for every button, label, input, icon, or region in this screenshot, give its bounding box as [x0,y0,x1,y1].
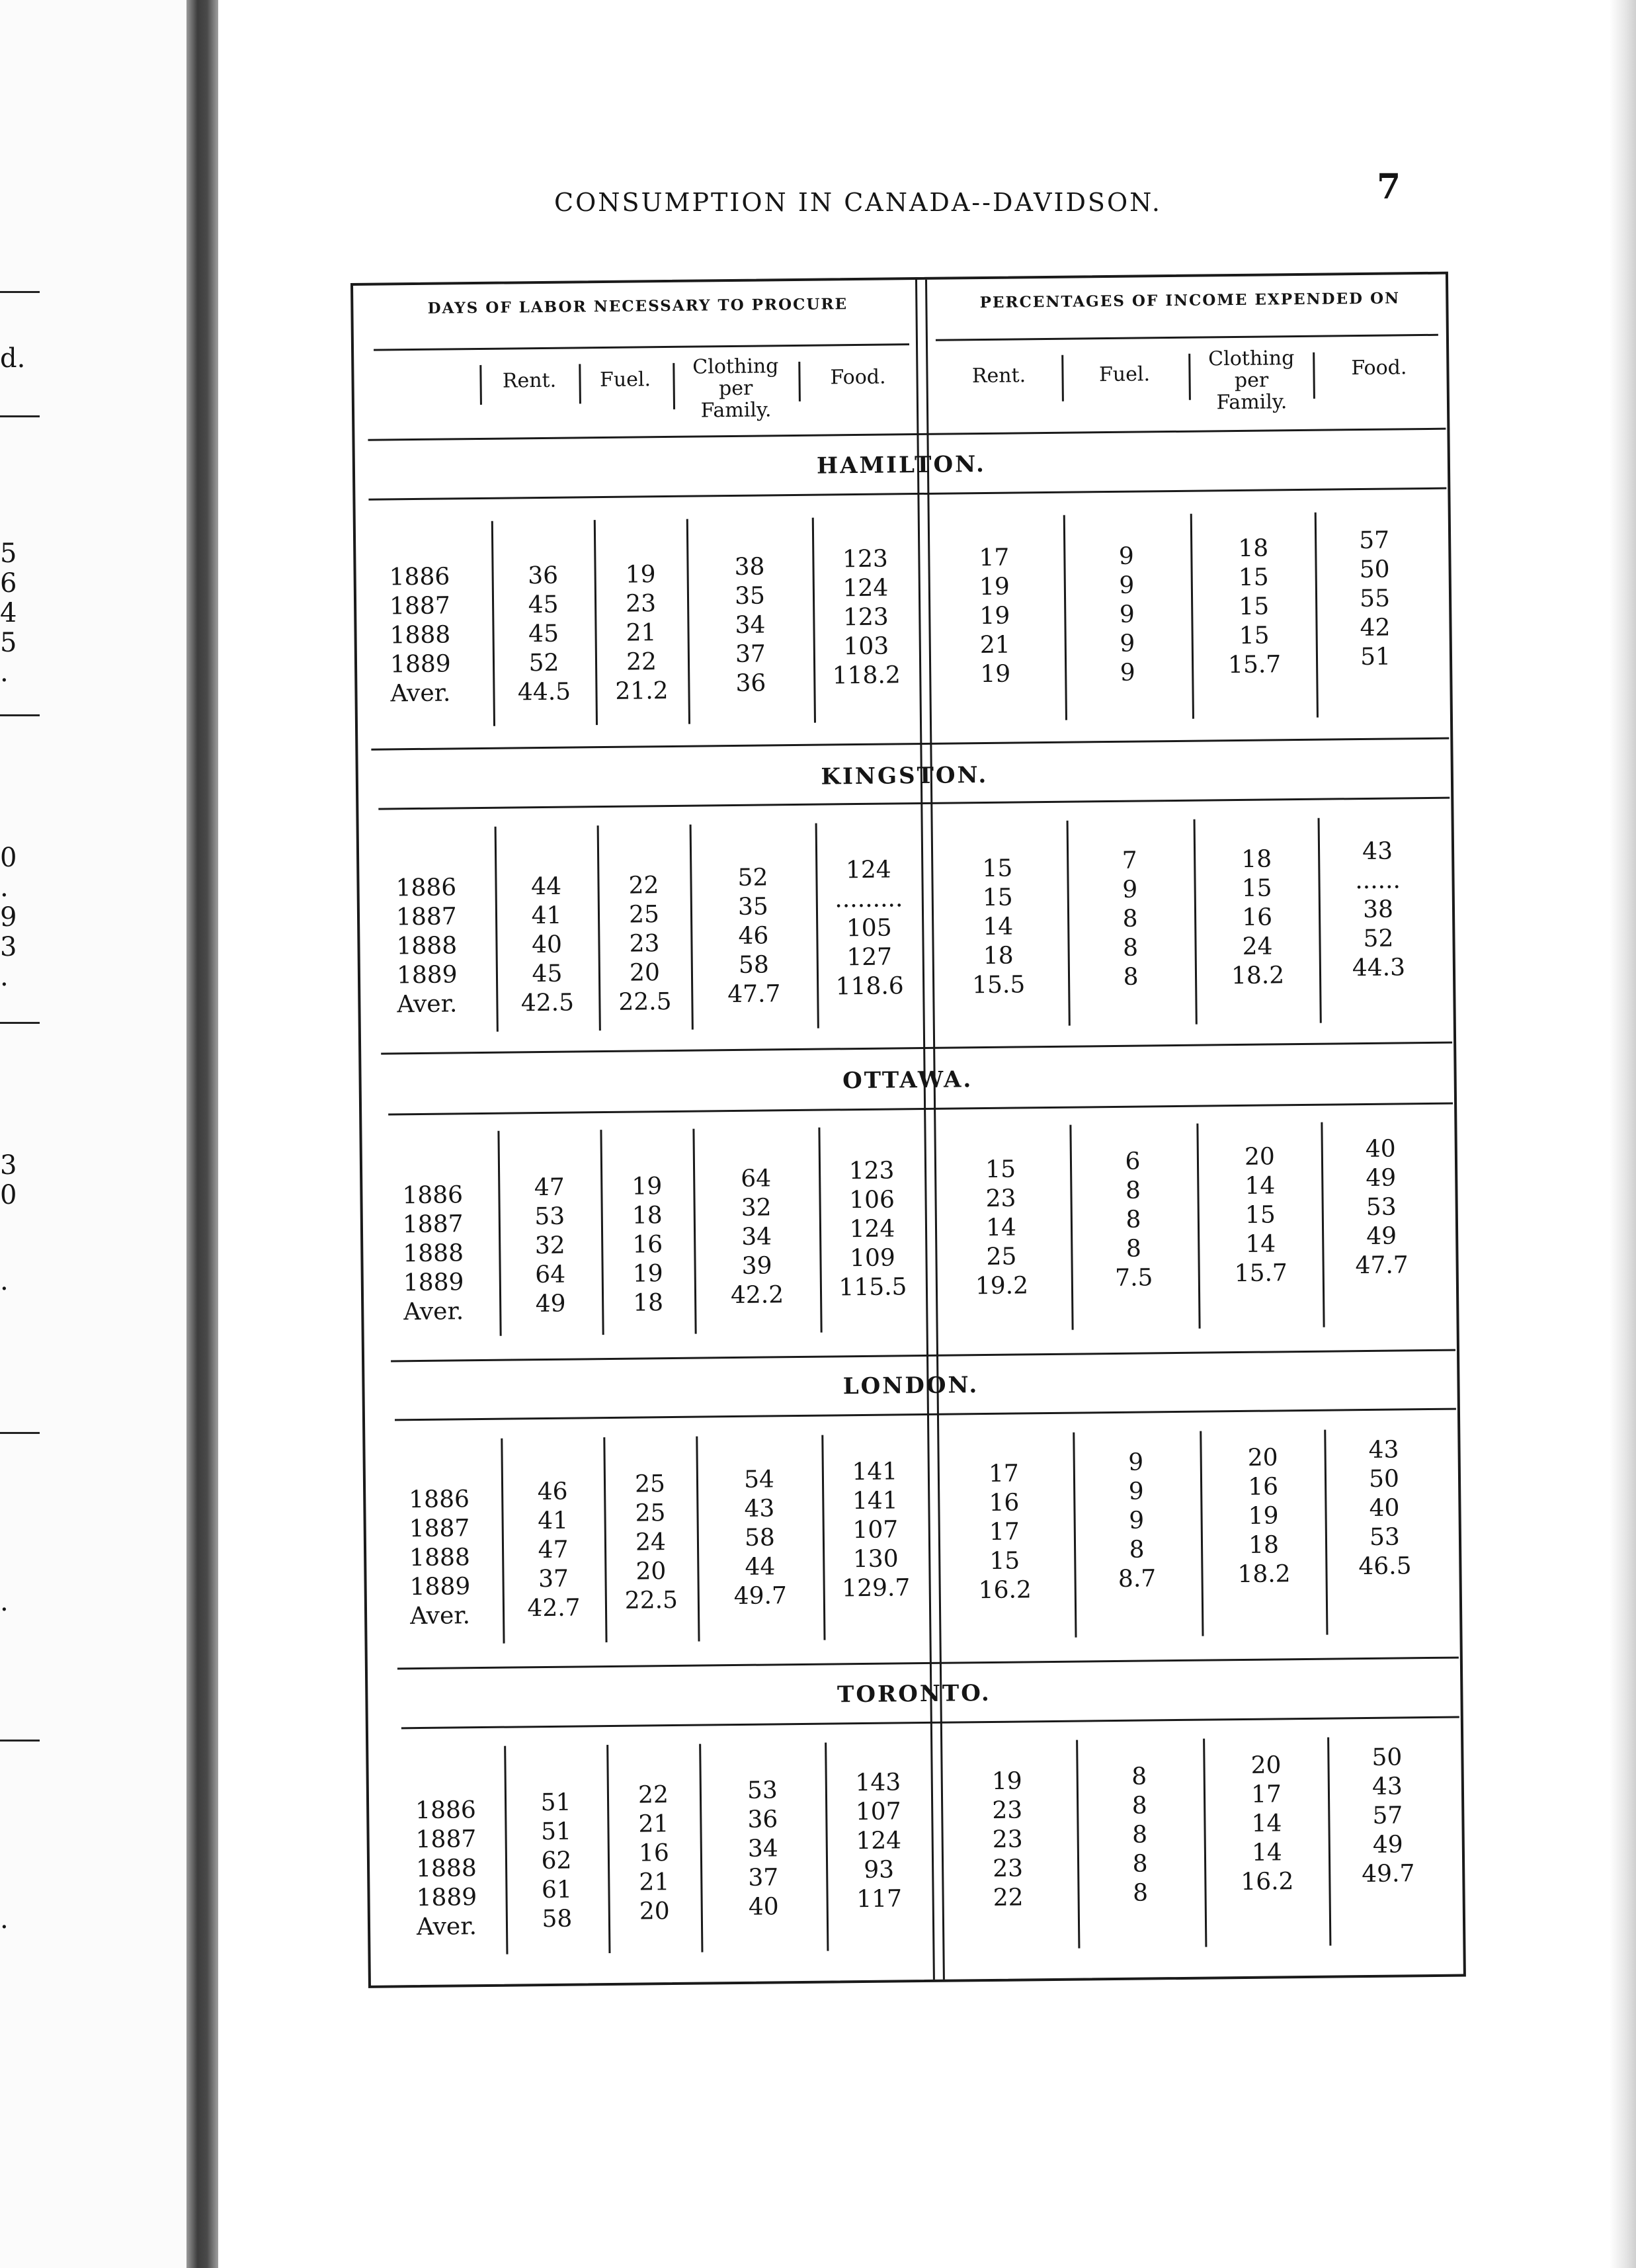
column-rule [1313,353,1315,399]
column-rule [1061,355,1064,401]
days-food-values: 141 141 107 130 129.7 [841,1458,911,1603]
facing-page-fragment: . [0,962,9,992]
column-rule [479,365,482,405]
section-rule [371,737,1449,751]
pct-rent-values: 15 15 14 18 15.5 [971,855,1026,999]
days-food-values: 143 107 124 93 117 [855,1769,903,1913]
days-fuel-header: Fuel. [599,368,651,392]
years-column: 1886 1887 1888 1889 Aver. [402,1181,464,1326]
column-rule [504,1746,508,1954]
days-clothing-values: 54 43 58 44 49.7 [733,1466,788,1611]
days-clothing-header: Clothing per Family. [692,355,779,423]
section-rule [378,797,1450,810]
pct-rent-values: 19 23 23 23 22 [991,1767,1024,1911]
days-rent-values: 46 41 47 37 42.7 [527,1478,581,1622]
pct-fuel-values: 9 9 9 8 8.7 [1118,1449,1157,1593]
column-rule [594,520,598,725]
days-clothing-values: 64 32 34 39 42.2 [730,1165,784,1310]
pct-rent-values: 17 16 17 15 16.2 [978,1460,1032,1605]
days-fuel-values: 25 25 24 20 22.5 [624,1470,678,1615]
section-rule [388,1103,1453,1116]
pct-food-values: 40 49 53 49 47.7 [1355,1135,1409,1280]
days-food-values: 123 124 123 103 118.2 [832,545,901,690]
days-clothing-values: 53 36 34 37 40 [747,1777,779,1921]
facing-page-fragment: 0 [0,1180,17,1210]
pct-food-values: 50 43 57 49 49.7 [1361,1743,1415,1888]
years-column: 1886 1887 1888 1889 Aver. [389,563,451,708]
pct-fuel-header: Fuel. [1098,362,1151,387]
facing-page-fragment: . [0,657,9,688]
days-group-header: DAYS OF LABOR NECESSARY TO PROCURE [427,295,848,317]
pct-fuel-values: 8 8 8 8 8 [1131,1763,1149,1907]
facing-page-rule [0,415,40,417]
pct-food-values: 43 ...... 38 52 44.3 [1352,837,1406,982]
days-fuel-values: 19 18 16 19 18 [632,1173,664,1317]
days-rent-values: 51 51 62 61 58 [540,1788,573,1933]
facing-page-fragment: 5 [0,628,17,658]
column-rule [501,1439,505,1644]
days-clothing-values: 38 35 34 37 36 [734,553,766,697]
days-rent-values: 44 41 40 45 42.5 [520,872,575,1017]
facing-page-fragment: . [0,1904,9,1935]
book-spine-shadow [186,0,218,2268]
days-fuel-values: 22 25 23 20 22.5 [618,872,672,1016]
facing-page-fragment: 3 [0,932,17,962]
column-rule [497,1131,501,1336]
days-food-values: 123 106 124 109 115.5 [838,1157,907,1302]
page-number: 7 [1377,167,1401,207]
column-rule [686,519,690,724]
facing-page-fragment: . [0,1266,9,1296]
column-rule [815,823,819,1029]
column-rule [600,1130,604,1335]
city-title-ottawa: OTTAWA. [842,1066,973,1095]
facing-page-fragment: d. [0,343,26,374]
facing-page-fragment: . [0,1587,9,1617]
days-fuel-values: 19 23 21 22 21.2 [615,561,669,705]
city-title-hamilton: HAMILTON. [816,450,987,480]
section-rule [368,487,1446,501]
days-rent-values: 36 45 45 52 44.5 [517,562,571,706]
pct-clothing-values: 20 17 14 14 16.2 [1241,1751,1294,1896]
column-rule [597,825,601,1030]
pct-food-values: 57 50 55 42 51 [1359,526,1391,671]
facing-page-fragment: 4 [0,598,17,628]
facing-page [0,0,193,2268]
column-rule [798,362,801,401]
facing-page-fragment: 0 [0,843,17,873]
pct-clothing-values: 20 14 15 14 15.7 [1234,1143,1288,1288]
facing-page-rule [0,291,40,293]
column-rule [690,825,694,1030]
facing-page-rule [0,714,40,716]
pct-rent-header: Rent. [971,364,1026,388]
days-food-values: 124 ......... 105 127 118.6 [835,856,904,1001]
days-rent-values: 47 53 32 64 49 [534,1173,566,1318]
pct-rent-values: 15 23 14 25 19.2 [975,1155,1029,1300]
pct-clothing-values: 20 16 19 18 18.2 [1237,1444,1291,1589]
years-column: 1886 1887 1888 1889 Aver. [395,874,458,1019]
facing-page-fragment: 9 [0,902,17,933]
pct-fuel-values: 6 8 8 8 7.5 [1114,1148,1153,1292]
section-rule [397,1657,1459,1670]
facing-page-fragment: 5 [0,538,17,569]
section-rule [395,1408,1456,1421]
running-head: CONSUMPTION IN CANADA--DAVIDSON. [554,188,1163,217]
header-bottom-rule [368,428,1446,441]
city-title-kingston: KINGSTON. [821,761,989,790]
facing-page-rule [0,1022,40,1024]
group-divider [915,280,945,1980]
pct-fuel-values: 7 9 8 8 8 [1122,847,1139,991]
facing-page-fragment: 3 [0,1150,17,1181]
section-rule [381,1042,1452,1055]
years-column: 1886 1887 1888 1889 Aver. [415,1796,477,1941]
facing-page-rule [0,1740,40,1742]
facing-page-fragment: . [0,872,9,903]
page-edge-shadow [1610,0,1636,2268]
column-rule [692,1129,696,1334]
header-rule [936,334,1438,341]
pct-clothing-values: 18 15 16 24 18.2 [1231,845,1285,990]
days-rent-header: Rent. [502,368,557,393]
pct-rent-values: 17 19 19 21 19 [979,544,1011,689]
pct-fuel-values: 9 9 9 9 9 [1118,542,1135,687]
facing-page-rule [0,1432,40,1434]
pct-food-header: Food. [1351,356,1407,380]
city-title-london: LONDON. [842,1372,979,1400]
column-rule [603,1437,607,1642]
facing-page-fragment: 6 [0,568,17,599]
table-frame [350,272,1466,1988]
column-rule [699,1744,703,1953]
percent-group-header: PERCENTAGES OF INCOME EXPENDED ON [979,289,1401,312]
city-title-toronto: TORONTO. [837,1679,991,1708]
column-rule [491,521,495,726]
section-rule [391,1349,1455,1363]
column-rule [606,1745,610,1953]
pct-clothing-values: 18 15 15 15 15.7 [1227,534,1282,679]
days-food-header: Food. [830,365,886,390]
column-rule [579,364,581,403]
column-rule [1188,354,1191,400]
days-fuel-values: 22 21 16 21 20 [637,1781,670,1925]
column-rule [673,363,675,409]
days-clothing-values: 52 35 46 58 47.7 [727,864,781,1009]
header-rule [374,343,909,351]
years-column: 1886 1887 1888 1889 Aver. [409,1486,471,1630]
pct-food-values: 43 50 40 53 46.5 [1358,1436,1412,1581]
column-rule [495,827,499,1032]
pct-clothing-header: Clothing per Family. [1208,347,1295,415]
